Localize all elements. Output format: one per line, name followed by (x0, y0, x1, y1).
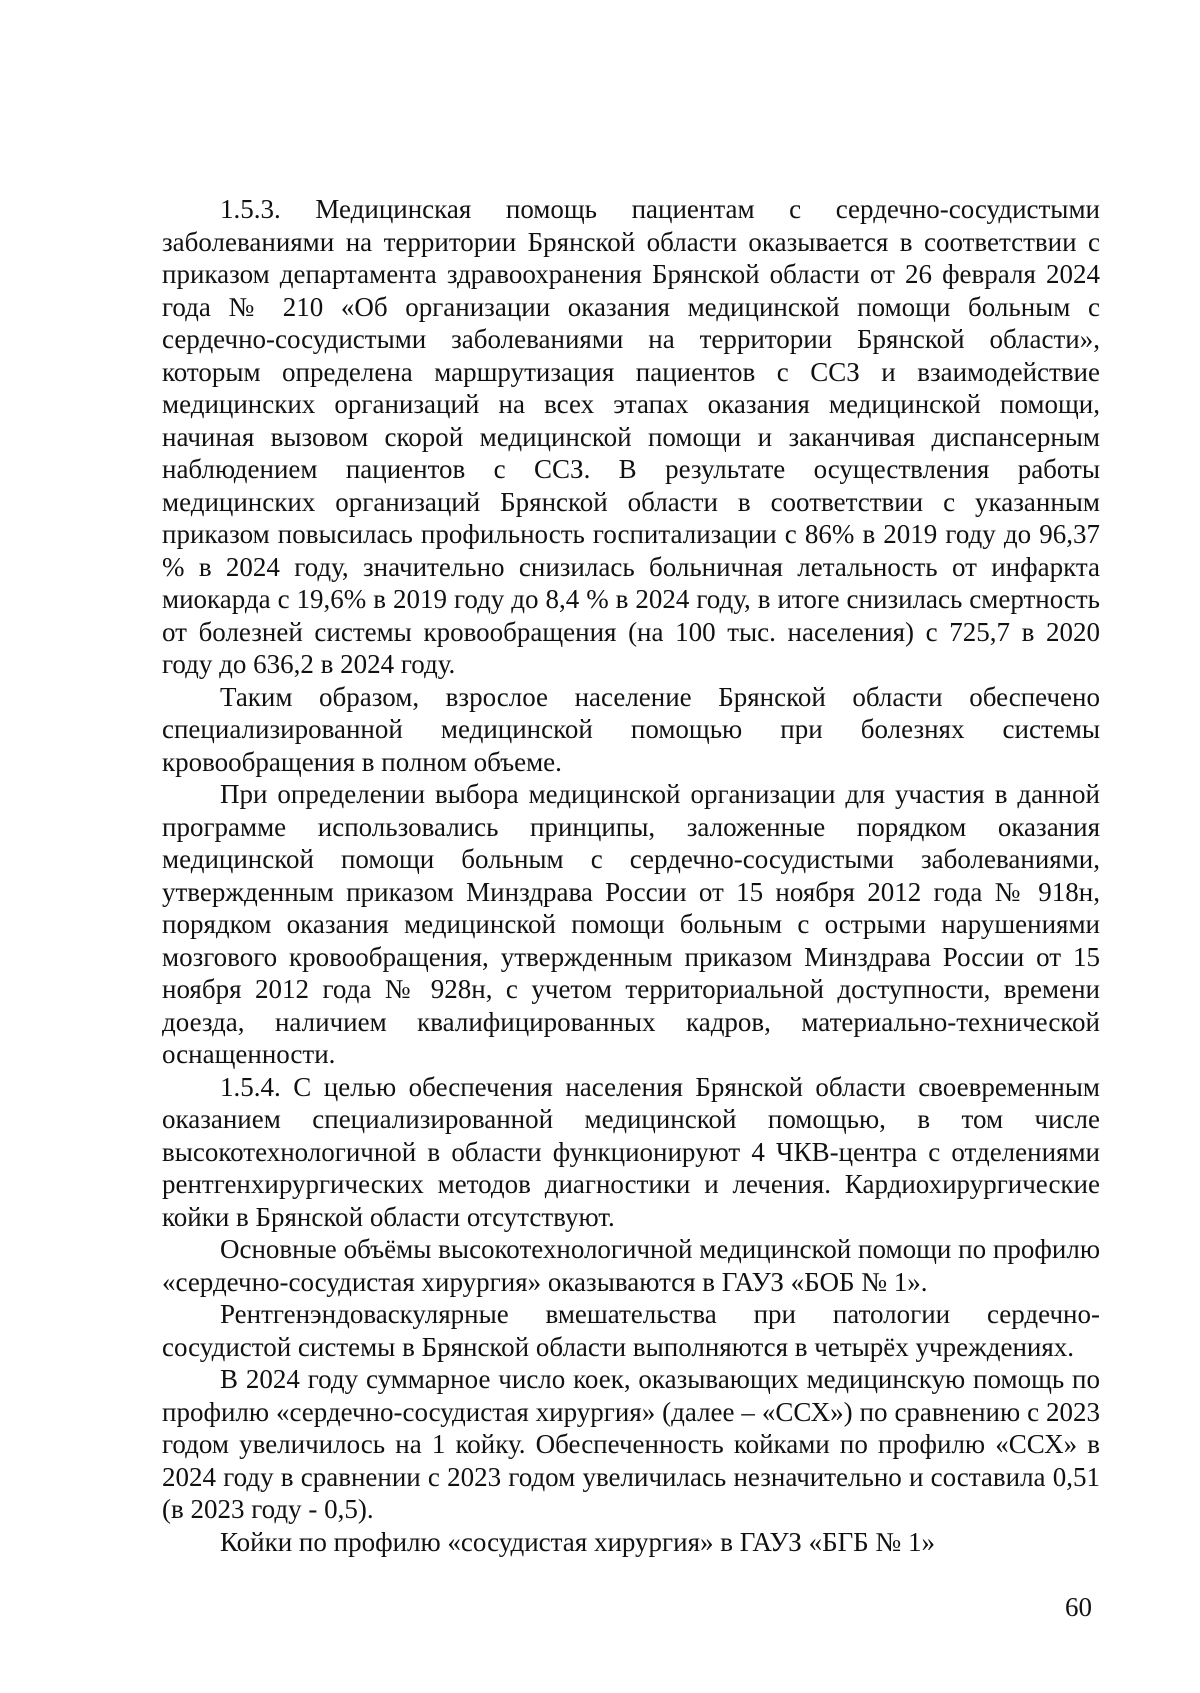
paragraph-1-5-4: 1.5.4. С целью обеспечения населения Брянской области своевременным оказанием специализированной медицинской помощью, в том числе высокотехнологичной в области функционируют 4 ЧКВ-центра с отделениями рентгенхирургических методов диагностики и лечения. Кардиохирургические койки в Брянской области отсутствуют. (162, 1071, 1100, 1232)
paragraph-endovascular: Рентгенэндоваскулярные вмешательства при патологии сердечно-сосудистой системы в Брянской области выполняются в четырёх учреждениях. (162, 1299, 1100, 1362)
paragraph-conclusion: Таким образом, взрослое население Брянской области обеспечено специализированной медицинской помощью при болезнях системы кровообращения в полном объеме. (162, 681, 1100, 777)
paragraph-beds-2024: В 2024 году суммарное число коек, оказывающих медицинскую помощь по профилю «сердечно-сосудистая хирургия» (далее – «ССХ») по сравнению с 2023 годом увеличилось на 1 койку. Обеспеченность койками по профилю «ССХ» в 2024 году в сравнении с 2023 годом увеличилась незначительно и составила 0,51 (в 2023 году - 0,5). (162, 1364, 1100, 1524)
paragraph-selection-principles: При определении выбора медицинской организации для участия в данной программе использовались принципы, заложенные порядком оказания медицинской помощи больным с сердечно-сосудистыми заболеваниями, утвержденным приказом Минздрава России от 15 ноября 2012 года № 918н, порядком оказания медицинской помощи больным с острыми нарушениями мозгового кровообращения, утвержденным приказом Минздрава России от 15 ноября 2012 года № 928н, с учетом территориальной доступности, времени доезда, наличием квалифицированных кадров, материально-технической оснащенности. (162, 779, 1100, 1069)
paragraph-vascular-beds: Койки по профилю «сосудистая хирургия» в ГАУЗ «БГБ № 1» (220, 1526, 935, 1557)
paragraph-hightech-volumes: Основные объёмы высокотехнологичной медицинской помощи по профилю «сердечно-сосудистая хирургия» оказываются в ГАУЗ «БОБ № 1». (162, 1234, 1100, 1297)
document-body (162, 193, 1100, 1558)
paragraph-1-5-3: 1.5.3. Медицинская помощь пациентам с сердечно-сосудистыми заболеваниями на территории Брянской области оказывается в соответствии с приказом департамента здравоохранения Брянской области от 26 февраля 2024 года № 210 «Об организации оказания медицинской помощи больным с сердечно-сосудистыми заболеваниями на территории Брянской области», которым определена маршрутизация пациентов с ССЗ и взаимодействие медицинских организаций на всех этапах оказания медицинской помощи, начиная вызовом скорой медицинской помощи и заканчивая диспансерным наблюдением пациентов с ССЗ. В результате осуществления работы медицинских организаций Брянской области в соответствии с указанным приказом повысилась профильность госпитализации с 86% в 2019 году до 96,37 % в 2024 году, значительно снизилась больничная летальность от инфаркта миокарда с 19,6% в 2019 году до 8,4 % в 2024 году, в итоге снизилась смертность от болезней системы кровообращения (на 100 тыс. населения) с 725,7 в 2020 году до 636,2 в 2024 году. (162, 194, 1100, 679)
page-number: 60 (1065, 1592, 1092, 1622)
